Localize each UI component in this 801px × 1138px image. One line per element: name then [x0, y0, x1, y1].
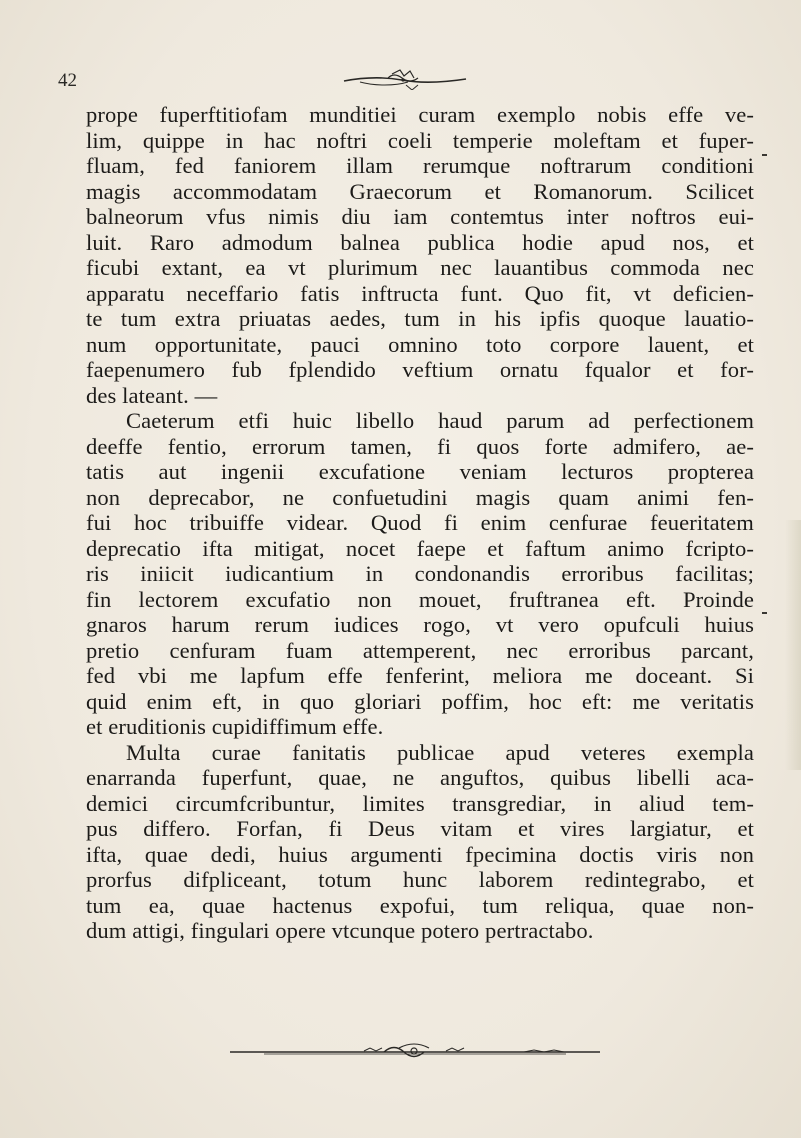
- text-line: demici circumfcribuntur, limites transgrediar, in aliud tem-: [86, 790, 754, 816]
- text-line: prope fuperftitiofam munditiei curam exemplo nobis effe ve-: [86, 102, 754, 127]
- body-text: [86, 102, 754, 944]
- margin-mark: [762, 612, 767, 614]
- text-line: pus differo. Forfan, fi Deus vitam et vires largiatur, et: [86, 816, 754, 841]
- head-ornament-icon: [340, 68, 470, 90]
- text-line: prorfus difpliceant, totum hunc laborem redintegrabo, et: [86, 867, 754, 892]
- text-line: tatis aut ingenii excufatione veniam lecturos propterea: [86, 459, 754, 484]
- text-line: deeffe fentio, errorum tamen, fi quos forte admifero, ae-: [86, 433, 754, 459]
- text-line: lim, quippe in hac noftri coeli temperie moleftam et fuper-: [86, 127, 754, 153]
- text-line: ficubi extant, ea vt plurimum nec lauantibus commoda nec: [86, 255, 754, 280]
- text-line: fed vbi me lapfum effe fenferint, meliora me doceant. Si: [86, 663, 754, 688]
- text-line: Multa curae fanitatis publicae apud veteres exempla: [126, 739, 754, 765]
- margin-mark: [762, 154, 767, 156]
- text-line: luit. Raro admodum balnea publica hodie apud nos, et: [86, 229, 754, 255]
- text-line: te tum extra priuatas aedes, tum in his ipfis quoque lauatio-: [86, 306, 754, 331]
- text-line: tum ea, quae hactenus expofui, tum reliqua, quae non-: [86, 892, 754, 918]
- page-edge-stain: [785, 520, 801, 770]
- text-line: ifta, quae dedi, huius argumenti fpecimina doctis viris non: [86, 841, 754, 867]
- text-line: dum attigi, fingulari opere vtcunque potero pertractabo.: [86, 918, 594, 943]
- tail-ornament-icon: [224, 1042, 606, 1060]
- text-line: Caeterum etfi huic libello haud parum ad perfectionem: [126, 408, 754, 433]
- text-line: fin lectorem excufatio non mouet, fruftranea eft. Proinde: [86, 586, 754, 612]
- text-line: enarranda fuperfunt, quae, ne anguftos, quibus libelli aca-: [86, 765, 754, 790]
- text-line: faepenumero fub fplendido veftium ornatu fqualor et for-: [86, 357, 754, 382]
- text-line: des lateant. —: [86, 382, 218, 408]
- text-line: deprecatio ifta mitigat, nocet faepe et faftum animo fcripto-: [86, 535, 754, 561]
- text-line: ris iniicit iudicantium in condonandis erroribus facilitas;: [86, 561, 754, 586]
- text-line: et eruditionis cupidiffimum effe.: [86, 714, 384, 739]
- text-line: balneorum vfus nimis diu iam contemtus inter noftros eui-: [86, 204, 754, 229]
- text-line: fluam, fed faniorem illam rerumque noftrarum conditioni: [86, 153, 754, 178]
- text-line: quid enim eft, in quo gloriari poffim, hoc eft: me veritatis: [86, 688, 754, 714]
- text-line: num opportunitate, pauci omnino toto corpore lauent, et: [86, 331, 754, 357]
- text-line: magis accommodatam Graecorum et Romanorum. Scilicet: [86, 178, 754, 204]
- text-line: non deprecabor, ne confuetudini magis quam animi fen-: [86, 484, 754, 510]
- text-line: apparatu neceffario fatis inftructa funt. Quo fit, vt deficien-: [86, 280, 754, 306]
- page-number: 42: [58, 70, 77, 91]
- text-line: fui hoc tribuiffe videar. Quod fi enim cenfurae feueritatem: [86, 510, 754, 535]
- text-line: pretio cenfuram fuam attemperent, nec erroribus parcant,: [86, 637, 754, 663]
- text-line: gnaros harum rerum iudices rogo, vt vero opufculi huius: [86, 612, 754, 637]
